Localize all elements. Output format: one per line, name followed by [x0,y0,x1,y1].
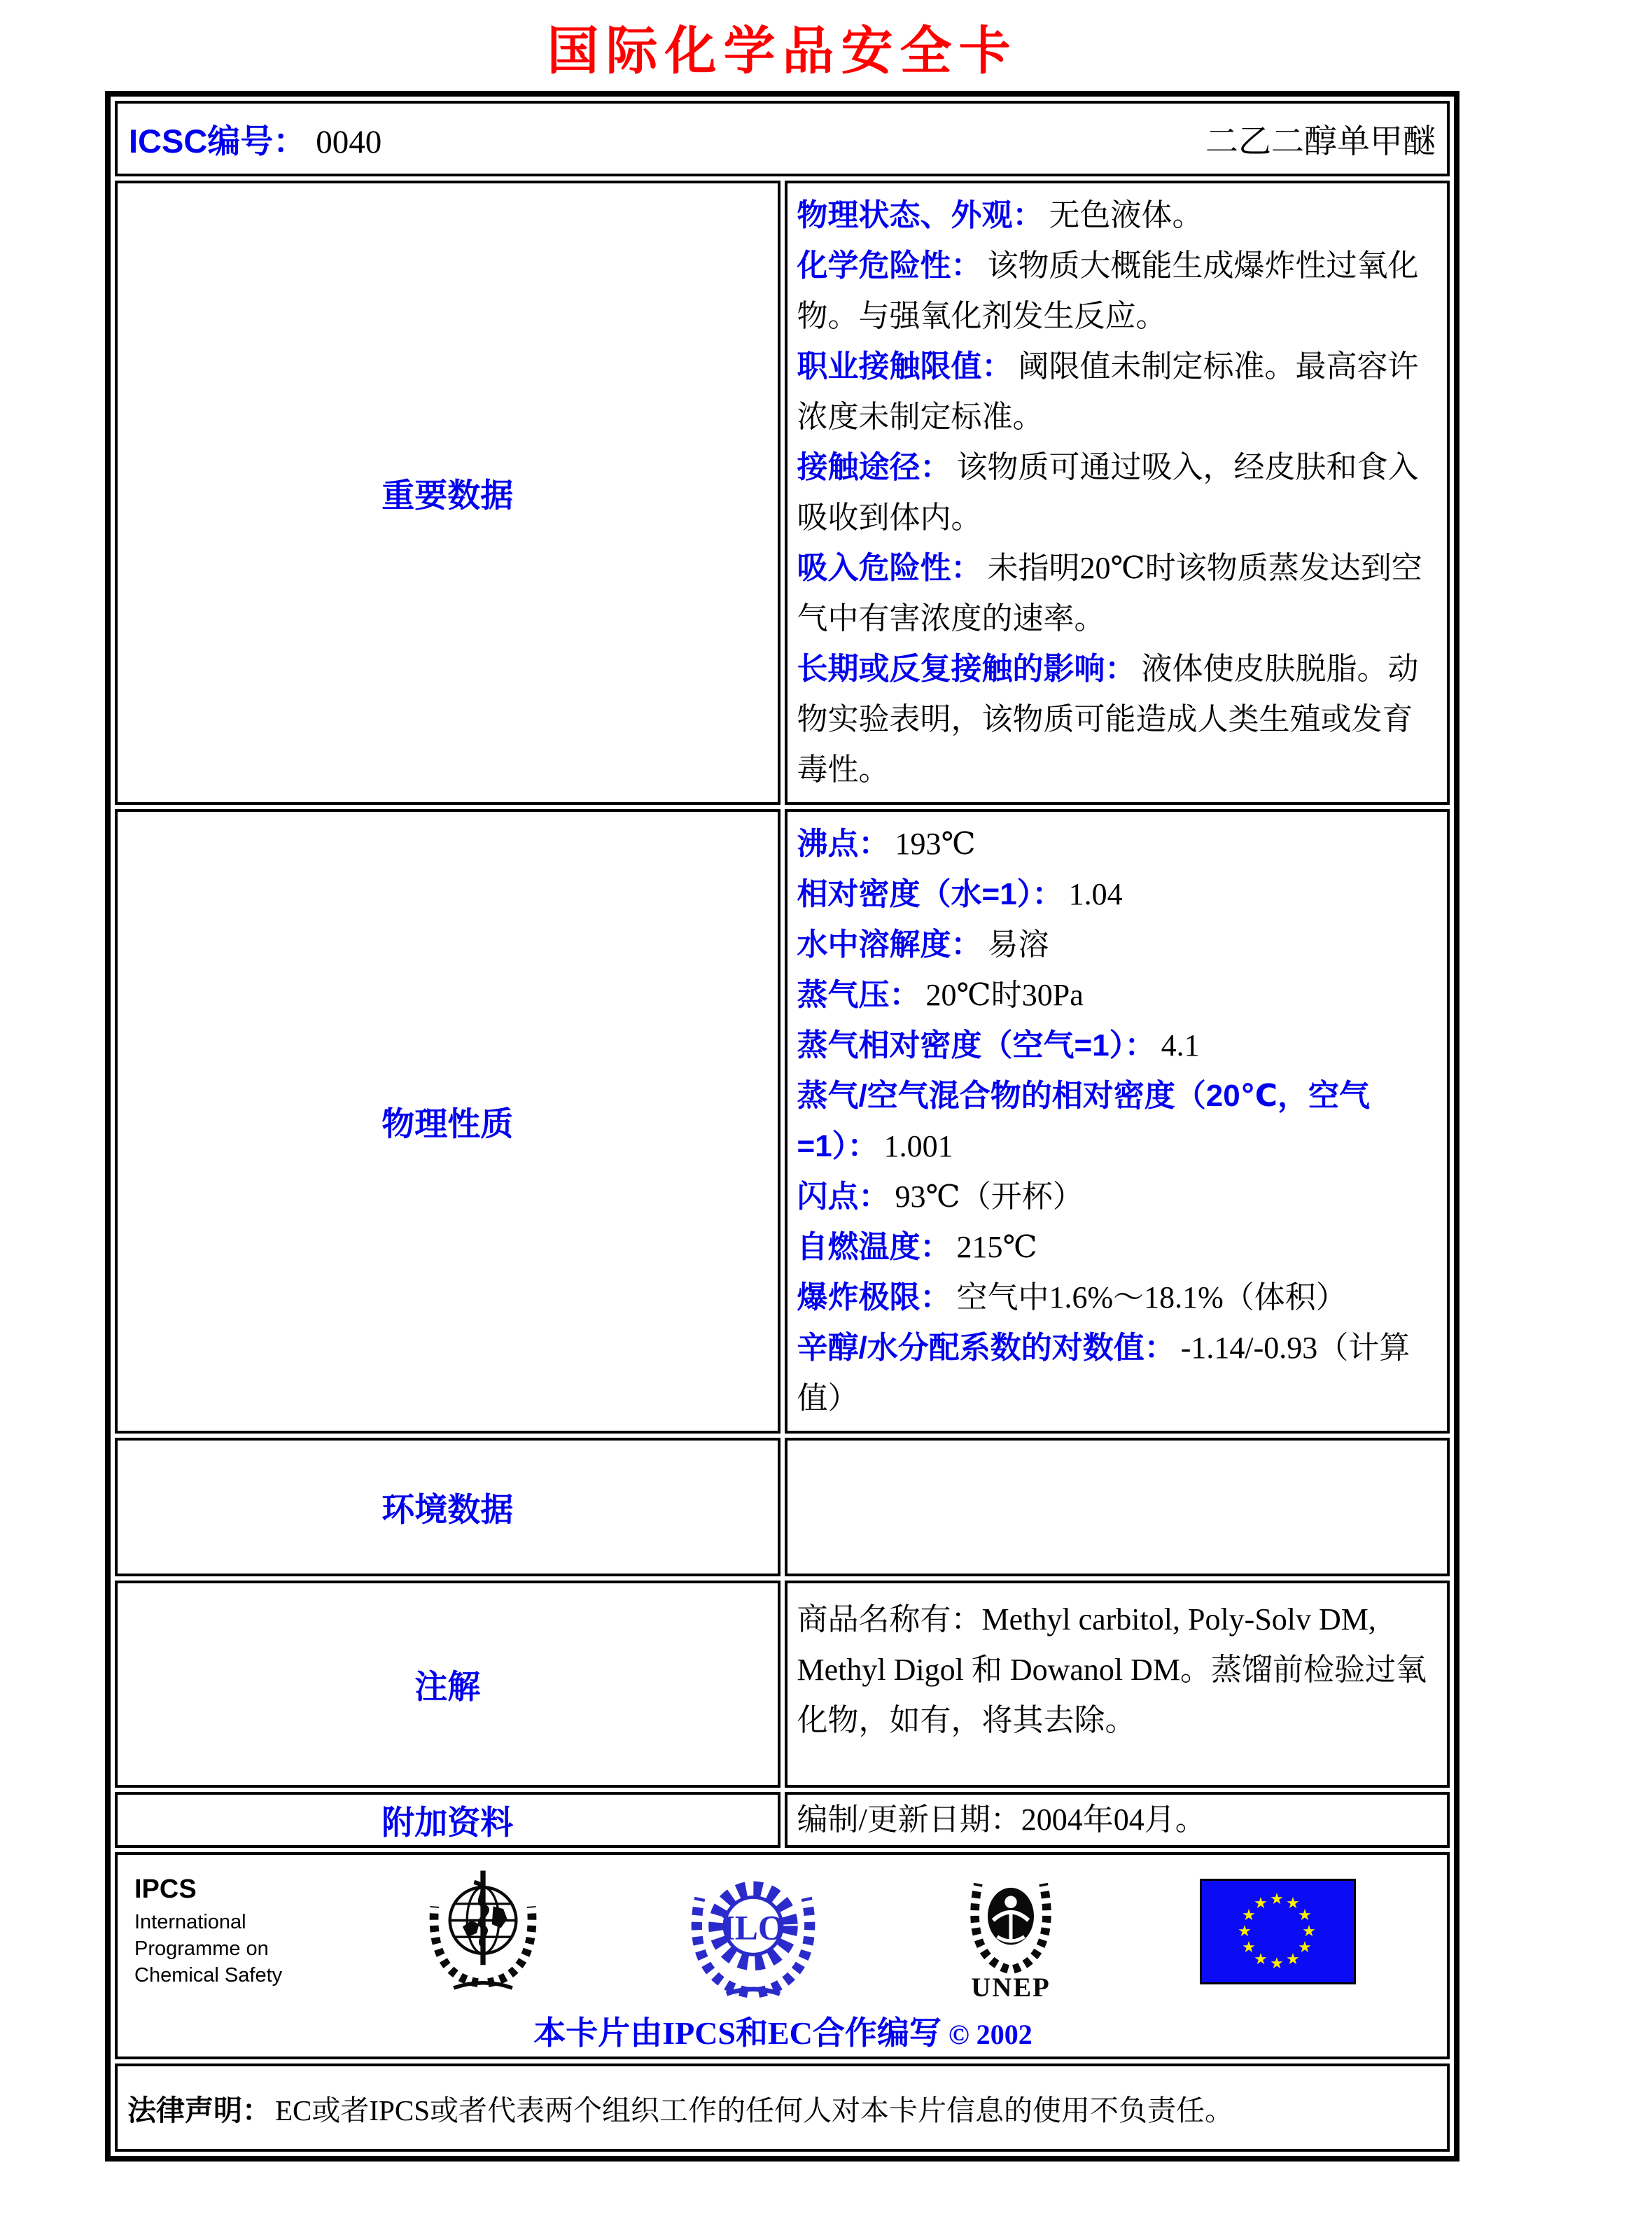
field-value: -1.14/-0.93（计算值） [797,1331,1410,1415]
field-value: 该物质可通过吸入，经皮肤和食入吸收到体内。 [797,450,1419,535]
eu-star-icon: ★ [1254,1893,1268,1912]
field-row [797,1222,1436,1273]
field-value: 93℃（开杯） [895,1179,1084,1214]
legal-label: 法律声明： [127,2094,271,2127]
field-row [797,442,1436,543]
field-row [797,342,1436,442]
field-value: 该物质大概能生成爆炸性过氧化物。与强氧化剂发生反应。 [797,248,1419,333]
section-label-environmental-data: 环境数据 [115,1438,780,1576]
field-row [797,1323,1436,1424]
section-content-important-data [785,181,1450,805]
footer-caption [126,2008,1440,2054]
copyright: © 2002 [948,2019,1032,2050]
icsc-number-label: ICSC编号： [129,122,307,160]
ipcs-line: International [134,1910,246,1933]
eu-star-icon: ★ [1238,1921,1252,1940]
field-row [797,920,1436,970]
caption-text: 本卡片由IPCS和EC合作编写 [533,2015,941,2051]
field-row [797,1021,1436,1071]
svg-text:ILO: ILO [721,1908,785,1947]
substance-name: 二乙二醇单甲醚 [1205,123,1436,160]
ipcs-line: Programme on [134,1937,269,1960]
eu-star-icon: ★ [1242,1905,1256,1924]
ipcs-line: Chemical Safety [134,1963,283,1987]
field-label: 自燃温度： [797,1230,951,1264]
field-value: 易溶 [987,927,1049,962]
field-label: 化学危险性： [797,248,982,283]
ipcs-acronym: IPCS [134,1874,197,1904]
field-value: 商品名称有：Methyl carbitol, Poly-Solv DM, Methyl Digol 和 Dowanol DM。蒸馏前检验过氧化物，如有，将其去除。 [797,1602,1427,1737]
field-row [797,1595,1436,1746]
field-label: 接触途径： [797,450,951,484]
field-value: 4.1 [1161,1028,1200,1063]
field-label: 水中溶解度： [797,927,982,962]
eu-star-icon: ★ [1302,1921,1316,1940]
header-cell [115,101,1450,176]
field-value: 阈限值未制定标准。最高容许浓度未制定标准。 [797,349,1419,434]
field-row [797,869,1436,920]
header-row [115,101,1450,176]
eu-star-icon: ★ [1270,1889,1284,1907]
icsc-card [105,91,1460,2162]
field-row [797,543,1436,644]
icsc-number-group [129,115,382,162]
section-label-physical-properties: 物理性质 [115,809,780,1434]
section-row-environmental-data [115,1438,1450,1576]
field-label: 物理状态、外观： [797,198,1044,232]
field-label: 蒸气压： [797,978,920,1012]
field-row [797,819,1436,869]
section-label-important-data: 重要数据 [115,181,780,805]
field-label: 辛醇/水分配系数的对数值： [797,1331,1175,1365]
eu-star-icon: ★ [1242,1938,1256,1956]
field-label: 沸点： [797,827,890,861]
ilo-logo [684,1864,822,1998]
field-label: 职业接触限值： [797,349,1013,384]
field-value: 编制/更新日期：2004年04月。 [797,1802,1206,1837]
section-content-additional-info [785,1792,1450,1848]
field-label: 吸入危险性： [797,551,982,585]
ipcs-block [134,1875,282,1989]
field-row [797,190,1436,241]
section-label-notes: 注解 [115,1581,780,1788]
eu-star-icon: ★ [1270,1954,1284,1972]
field-value: 空气中1.6%～18.1%（体积） [956,1280,1347,1315]
unep-logo [959,1862,1063,2001]
field-row [797,241,1436,342]
legal-cell [115,2064,1450,2152]
icsc-number-value: 0040 [316,123,382,160]
section-row-important-data [115,181,1450,805]
eu-star-icon: ★ [1286,1949,1300,1968]
section-label-additional-info: 附加资料 [115,1792,780,1848]
field-value: 193℃ [895,827,976,861]
eu-flag [1200,1879,1356,1984]
field-label: 闪点： [797,1179,890,1214]
field-value: 液体使皮肤脱脂。动物实验表明，该物质可能造成人类生殖或发育毒性。 [797,652,1419,787]
field-label: 爆炸极限： [797,1280,951,1315]
field-value: 20℃时30Pa [925,978,1084,1012]
eu-star-icon: ★ [1254,1949,1268,1968]
field-value: 1.001 [883,1129,953,1163]
section-content-physical-properties [785,809,1450,1434]
section-row-notes [115,1581,1450,1788]
field-value: 1.04 [1068,877,1123,911]
eu-star-icon: ★ [1286,1893,1300,1912]
logos-row [115,1852,1450,2059]
field-label: 蒸气相对密度（空气=1）： [797,1028,1156,1063]
section-content-notes [785,1581,1450,1788]
page-title: 国际化学品安全卡 [547,23,1018,80]
logos-cell [115,1852,1450,2059]
who-logo [419,1864,547,1998]
field-label: 长期或反复接触的影响： [797,652,1136,686]
field-row [797,1795,1436,1845]
section-row-physical-properties [115,809,1450,1434]
field-row [797,644,1436,795]
field-value: 无色液体。 [1049,198,1203,232]
field-value: 215℃ [956,1230,1037,1264]
eu-star-icon: ★ [1298,1905,1312,1924]
section-row-additional-info [115,1792,1450,1848]
field-value: 未指明20℃时该物质蒸发达到空气中有害浓度的速率。 [797,551,1422,636]
field-label: 蒸气/空气混合物的相对密度（20℃，空气=1）： [797,1079,1370,1163]
legal-row [115,2064,1450,2152]
field-label: 相对密度（水=1）： [797,877,1063,911]
field-row [797,970,1436,1021]
svg-text:UNEP: UNEP [971,1973,1051,2001]
field-row [797,1071,1436,1172]
field-row [797,1172,1436,1222]
section-content-environmental-data [785,1438,1450,1576]
eu-star-icon: ★ [1298,1938,1312,1956]
legal-text: EC或者IPCS或者代表两个组织工作的任何人对本卡片信息的使用不负责任。 [275,2094,1233,2127]
field-row [797,1273,1436,1323]
